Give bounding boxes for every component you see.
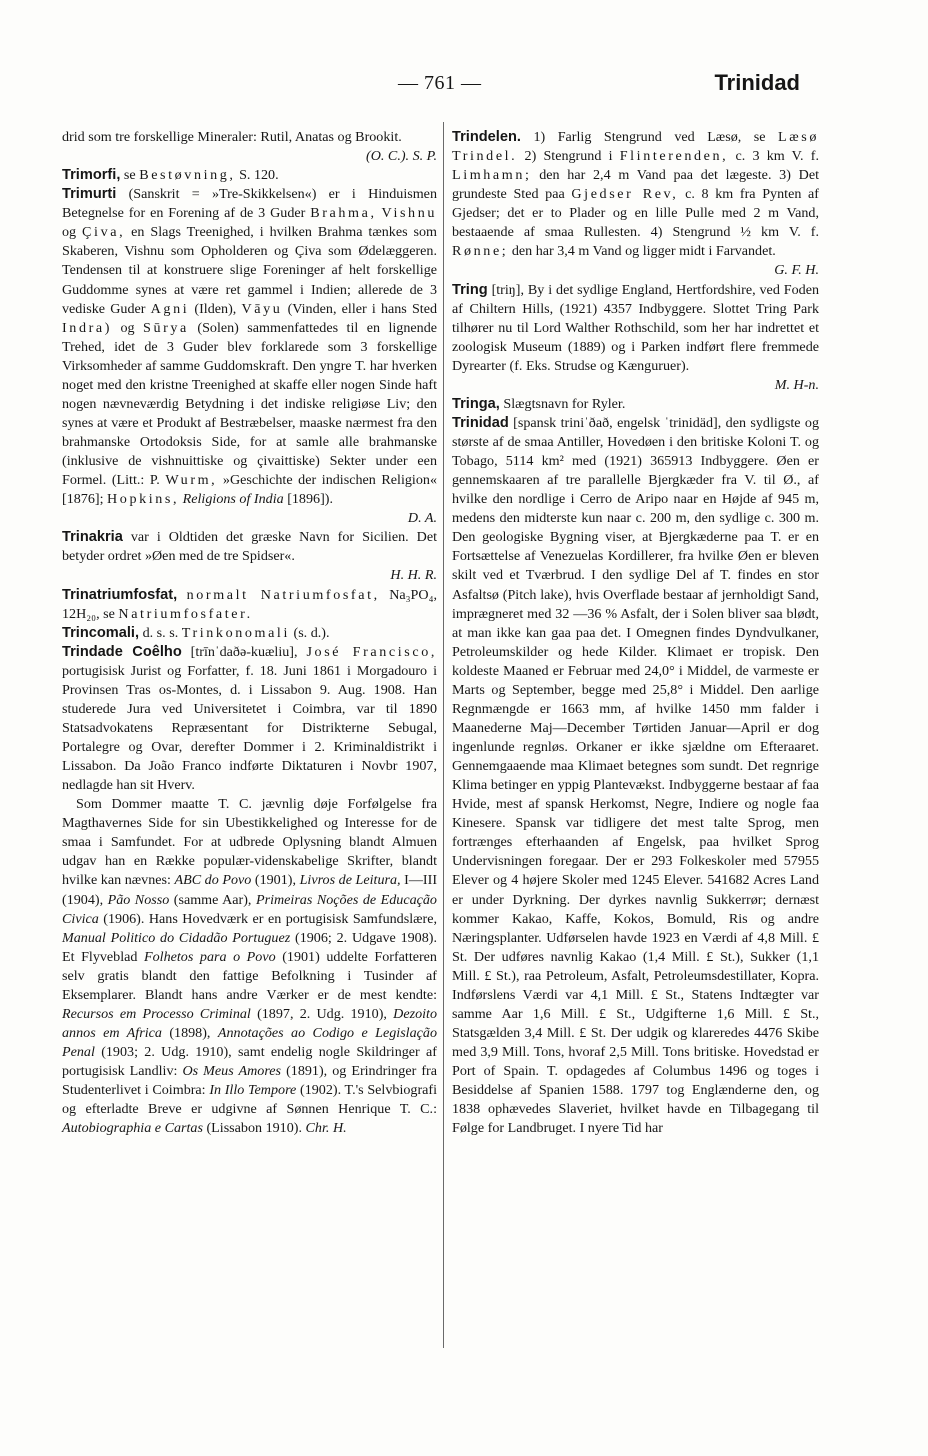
entry-tringa: Tringa, Slægtsnavn for Ryler. [452, 395, 626, 412]
running-head: Trinidad [714, 70, 800, 95]
entry-trinidad: Trinidad [spansk triniˈðað, engelsk ˈtrinidäd], den sydligste og største af de smaa Antiller, Hovedøen i den britiske Koloni T. og Tobago, 5114 km² med (1921) 365913 Indbyggere. Øen er gennemskaaren af tre parallelle Bjergkæder fra V. til Ø., af hvilke den nordlige i Cerro de Aripo naar en Højde af 945 m, medens den midterste kun naar c. 200 m, den sydlige c. 300 m. Den geologiske Bygning viser, at Bjergkæderne paa T. er en Fortsættelse af Venezuelas Kordillerer, fra hvilke Øen er bleven skilt ved et Tværbrud. I den sydlige Del af T. findes en stor Asfaltsø (Pitch lake), hvis Overflade bestaar af jernholdigt Sand, imprægneret med 32 —36 % Asfalt, der i Solen bliver saa blødt, at man ikke kan gaa paa det. I Omegnen findes Dyndvulkaner, Petroleumskilder og hede Kilder. Klimaet er tropisk. Den koldeste Maaned er Februar med 24,0° i Middel, de varmeste er Marts og September, begge med 25,8° i Middel. Den aarlige Regnmængde er 1663 mm, af hvilke 1450 mm falder i Maanederne Maj—December Tørtiden Januar—April er dog ingenlunde regnløs. Orkaner er ikke sjældne om Efteraaret. Gennemgaaende maa Klimaet betegnes som sundt. Det regnrige Klima betinger en yppig Plantevækst. Indbyggerne bestaar af faa Hvide, mest af spansk Herkomst, Negre, Indiere og nogle faa Kinesere. Spansk var tidligere det mest talte Sprog, men fortrænges efterhaanden af Engelsk, paa hvilket Sprog Undervisningen foregaar. Der er 293 Folkeskoler med 57955 Elever og 4 højere Skoler med 1245 Elever. 541682 Acres Land er under Dyrkning. Der dyrkes navnlig Sukkerrør; dernæst kommer Kakao, Kaffe, Kokos, Bomuld, Ris og andre Næringsplanter. Udførselen havde 1923 en Værdi af 4,8 Mill. £ St. Der udføres navnlig Kakao (1,4 Mill. £ St.), Sukker (1,1 Mill. £ St.), raa Petroleum, Asfalt, Petroleumsdestillater, Kopra. Indførslens Værdi var 4,1 Mill. £ St., Statens Indtægter var samme Aar 1,6 Mill. £ St., Udgifterne 1,6 Mill. £ St., Statsgælden 3,4 Mill. £ St. Der udgik og klareredes 4476 Skibe med 3,9 Mill. Tons, hvoraf 2,5 Mill. Tons britiske. Hovedstad er Port of Spain. T. opdagedes af Columbus 1496 og toges i Besiddelse af Spanien 1588. 1797 tog Englænderne den, og 1838 ophævedes Slaveriet, hvilket havde en Tilbagegang til Følge for Landbruget. I nyere Tid har [452, 414, 820, 1137]
entry-continuation: drid som tre forskellige Mineraler: Rutil, Anatas og Brookit. [62, 129, 402, 145]
entry-signature: Chr. H. [305, 1120, 347, 1137]
entry-signature: H. H. R. [390, 567, 437, 584]
headword: Trincomali, [62, 624, 140, 641]
headword: Trindelen. [452, 129, 521, 145]
entry-tring: Tring [triŋ], By i det sydlige England, Hertfordshire, ved Foden af Chiltern Hills, (1921) 4357 Indbyggere. Slottet Tring Park tilhører nu til Lord Walther Rothschild, som her har indrettet et zoologisk Museum (1889) og i Parken indført flere fremmede Dyrearter (f. Eks. Strudse og Kænguruer). [452, 281, 819, 374]
entry-trindelen: Trindelen. 1) Farlig Stengrund ved Læsø, se Læsø Trindel. 2) Stengrund i Flinterenden, c. 3 km V. f. Limhamn; den har 2,4 m Vand paa det lægeste. 3) Det grundeste Sted paa Gjedser Rev, c. 8 km fra Pynten af Gjedser; det er to Plader og en lille Pulle med 2 m Vand, bestaaende af smaa Rullesten. 4) Stengrund ½ km V. f. Rønne; den har 3,4 m Vand og ligger midt i Farvandet. [452, 129, 819, 260]
column-divider [443, 122, 444, 1348]
entry-trinatriumfosfat: Trinatriumfosfat, normalt Natriumfosfat, Na₃PO₄, 12H₂₀, se Natriumfosfater. [62, 586, 438, 622]
right-column [452, 128, 819, 1138]
cross-reference: Bestøvning, [139, 167, 236, 184]
headword: Tringa, [452, 395, 500, 412]
entry-signature: (O. C.). S. P. [366, 148, 437, 165]
cross-reference: Trinkonomali [181, 624, 290, 641]
headword: Trinatriumfosfat, [62, 586, 178, 603]
cross-reference: Natriumfosfater. [118, 605, 253, 622]
entry-signature: M. H-n. [774, 376, 819, 393]
entry-trimurti: Trimurti (Sanskrit = »Tre-Skikkelsen«) er i Hinduismen Betegnelse for en Forening af de 3 Guder Brahma, Vishnu og Çiva, en Slags Treenighed, i hvilken Brahma tænkes som Skaberen, Vishnu som Opholderen og Çiva som Ødelæggeren. Tendensen til at konstruere slige Foreninger af helt forskellige Guddomme synes at være ret gammel i Indien; allerede de 3 vediske Guder Agni (Ilden), Vāyu (Vinden, eller i hans Sted Indra) og Sūrya (Solen) sammenfattedes til en lignende Trehed, idet de 3 Guder blev forklarede som 3 forskellige Virksomheder af samme Guddomskraft. Den yngre T. har hverken noget med den kristne Treenighed at skaffe eller nogen Sinde haft nogen nævneværdig Betydning i det indiske religiøse Liv; den synes at være et Produkt af Bestræbelser, maaske nærmest fra den brahmanske Ortodoksis Side, for at samle alle brahmanske (inklusive de vishnuittiske og çivaittiske) Sekter under een Formel. (Litt.: P. Wurm, »Geschichte der indischen Religion« [1876]; Hopkins, Religions of India [1896]). [62, 186, 438, 508]
entry-signature: D. A. [407, 510, 437, 527]
headword: Trimorfi, [62, 167, 121, 184]
headword: Tring [452, 281, 488, 298]
headword: Trimurti [62, 186, 117, 203]
entry-trinakria: Trinakria var i Oldtiden det græske Navn for Sicilien. Det betyder ordret »Øen med de tre Spidser«. [62, 529, 437, 565]
left-column [62, 128, 437, 1138]
entry-trincomali: Trincomali, d. s. s. Trinkonomali (s. d.). [62, 624, 330, 641]
headword: Trinidad [452, 414, 509, 431]
entry-trindade-coelho-cont: Som Dommer maatte T. C. jævnlig døje Forfølgelse fra Magthavernes Side for sin Ubestikkelighed og Interesse for de smaa i Samfundet. For at udbrede Oplysning blandt Almuen udgav han en Række populær-videnskabelige Skrifter, blandt hvilke kan nævnes: ABC do Povo (1901), Livros de Leitura, I—III (1904), Pão Nosso (samme Aar), Primeiras Noções de Educação Civica (1906). Hans Hovedværk er en portugisisk Samfundslære, Manual Politico do Cidadão Portuguez (1906; 2. Udgave 1908). Et Flyveblad Folhetos para o Povo (1901) uddelte Forfatteren selv gratis blandt den fattige Befolkning i Tusinder af Eksemplarer. Blandt hans andre Værker er de mest kendte: Recursos em Processo Criminal (1897, 2. Udg. 1910), Dezoito annos em Africa (1898), Annotações ao Codigo e Legislação Penal (1903; 2. Udg. 1910), samt endelig nogle Skildringer af portugisisk Landliv: Os Meus Amores (1891), og Erindringer fra Studenterlivet i Coimbra: In Illo Tempore (1902). T.'s Selvbiografi og efterladte Breve er udgivne af Sønnen Henrique T. C.: Autobiographia e Cartas (Lissabon 1910). Chr. H. [62, 796, 438, 1137]
entry-trimorfi: Trimorfi, se Bestøvning, S. 120. [62, 167, 279, 184]
headword: Trinakria [62, 529, 123, 546]
entry-trindade-coelho: Trindade Coêlho [trīnˈdaðə-kuæliu], José Francisco, portugisisk Jurist og Forfatter, f. 18. Juni 1861 i Morgadouro i Provinsen Tras os-Montes, d. i Lissabon 9. Aug. 1908. Han studerede Jura ved Universitetet i Coimbra, var til 1890 Statsadvokatens Repræsentant for Distrikterne Sebugal, Portalegre og Ovar, derefter Dommer i 2. Kriminaldistrikt i Lissabon. Da João Franco indførte Diktaturen i Novbr 1907, nedlagde han sit Hverv. [62, 643, 437, 794]
page-number: — 761 — [398, 72, 482, 94]
headword: Trindade Coêlho [62, 643, 182, 660]
page-header [60, 70, 800, 100]
entry-signature: G. F. H. [774, 262, 819, 279]
